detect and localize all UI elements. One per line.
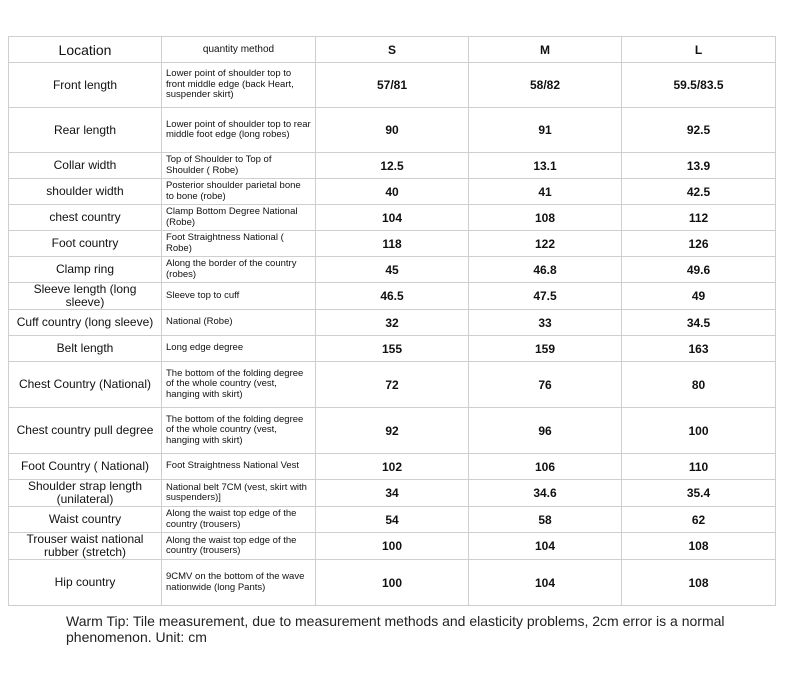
row-method: Clamp Bottom Degree National (Robe) <box>162 205 316 231</box>
row-method: Along the waist top edge of the country (trousers) <box>162 533 316 560</box>
row-location: Belt length <box>9 336 162 362</box>
row-value-m: 104 <box>469 560 622 606</box>
header-size-l: L <box>622 37 776 63</box>
row-value-s: 54 <box>316 507 469 533</box>
row-value-s: 40 <box>316 179 469 205</box>
size-chart-table <box>8 36 776 606</box>
row-value-s: 92 <box>316 408 469 454</box>
row-value-l: 13.9 <box>622 153 776 179</box>
table-row <box>9 231 776 257</box>
table-row <box>9 533 776 560</box>
row-value-m: 58/82 <box>469 63 622 108</box>
row-value-m: 104 <box>469 533 622 560</box>
row-location: Front length <box>9 63 162 108</box>
row-value-l: 126 <box>622 231 776 257</box>
row-value-s: 118 <box>316 231 469 257</box>
header-size-s: S <box>316 37 469 63</box>
row-value-l: 42.5 <box>622 179 776 205</box>
row-value-s: 155 <box>316 336 469 362</box>
row-value-s: 104 <box>316 205 469 231</box>
row-location: Waist country <box>9 507 162 533</box>
table-row <box>9 257 776 283</box>
table-row <box>9 205 776 231</box>
row-value-l: 49 <box>622 283 776 310</box>
row-method: Lower point of shoulder top to front middle edge (back Heart, suspender skirt) <box>162 63 316 108</box>
row-value-l: 110 <box>622 454 776 480</box>
table-row <box>9 310 776 336</box>
row-value-l: 59.5/83.5 <box>622 63 776 108</box>
table-row <box>9 480 776 507</box>
row-value-m: 91 <box>469 108 622 153</box>
row-value-l: 92.5 <box>622 108 776 153</box>
row-value-s: 102 <box>316 454 469 480</box>
row-location: Rear length <box>9 108 162 153</box>
table-row <box>9 108 776 153</box>
row-value-m: 41 <box>469 179 622 205</box>
table-header-row <box>9 37 776 63</box>
row-value-m: 13.1 <box>469 153 622 179</box>
row-location: Clamp ring <box>9 257 162 283</box>
row-method: The bottom of the folding degree of the whole country (vest, hanging with skirt) <box>162 362 316 408</box>
row-value-s: 100 <box>316 560 469 606</box>
row-value-s: 32 <box>316 310 469 336</box>
table-row <box>9 454 776 480</box>
row-location: Foot country <box>9 231 162 257</box>
row-value-l: 80 <box>622 362 776 408</box>
table-row <box>9 153 776 179</box>
row-value-l: 108 <box>622 560 776 606</box>
row-value-s: 57/81 <box>316 63 469 108</box>
table-row <box>9 507 776 533</box>
table-row <box>9 179 776 205</box>
table-row <box>9 283 776 310</box>
row-value-m: 46.8 <box>469 257 622 283</box>
row-value-m: 47.5 <box>469 283 622 310</box>
row-location: Chest Country (National) <box>9 362 162 408</box>
row-method: Along the waist top edge of the country (trousers) <box>162 507 316 533</box>
row-method: Long edge degree <box>162 336 316 362</box>
row-location: shoulder width <box>9 179 162 205</box>
row-method: National belt 7CM (vest, skirt with suspenders)] <box>162 480 316 507</box>
row-method: Top of Shoulder to Top of Shoulder ( Robe) <box>162 153 316 179</box>
row-location: Shoulder strap length (unilateral) <box>9 480 162 507</box>
table-row <box>9 560 776 606</box>
row-value-s: 100 <box>316 533 469 560</box>
row-method: Foot Straightness National Vest <box>162 454 316 480</box>
row-location: chest country <box>9 205 162 231</box>
row-value-l: 62 <box>622 507 776 533</box>
row-value-s: 46.5 <box>316 283 469 310</box>
row-value-s: 90 <box>316 108 469 153</box>
row-method: National (Robe) <box>162 310 316 336</box>
row-method: Lower point of shoulder top to rear middle foot edge (long robes) <box>162 108 316 153</box>
row-value-m: 96 <box>469 408 622 454</box>
row-method: Foot Straightness National ( Robe) <box>162 231 316 257</box>
row-value-s: 34 <box>316 480 469 507</box>
row-method: Sleeve top to cuff <box>162 283 316 310</box>
row-value-l: 49.6 <box>622 257 776 283</box>
row-method: 9CMV on the bottom of the wave nationwide (long Pants) <box>162 560 316 606</box>
row-value-m: 122 <box>469 231 622 257</box>
row-value-l: 108 <box>622 533 776 560</box>
row-method: The bottom of the folding degree of the whole country (vest, hanging with skirt) <box>162 408 316 454</box>
row-value-l: 34.5 <box>622 310 776 336</box>
table-row <box>9 408 776 454</box>
row-location: Cuff country (long sleeve) <box>9 310 162 336</box>
row-value-m: 33 <box>469 310 622 336</box>
warm-tip-note: Warm Tip: Tile measurement, due to measurement methods and elasticity problems, 2cm error is a normal phenomenon. Unit: cm <box>66 613 725 645</box>
row-location: Foot Country ( National) <box>9 454 162 480</box>
row-method: Posterior shoulder parietal bone to bone (robe) <box>162 179 316 205</box>
header-size-m: M <box>469 37 622 63</box>
row-location: Trouser waist national rubber (stretch) <box>9 533 162 560</box>
row-location: Chest country pull degree <box>9 408 162 454</box>
row-value-s: 12.5 <box>316 153 469 179</box>
row-method: Along the border of the country (robes) <box>162 257 316 283</box>
row-value-s: 72 <box>316 362 469 408</box>
row-value-m: 76 <box>469 362 622 408</box>
header-location: Location <box>9 37 162 63</box>
row-value-m: 58 <box>469 507 622 533</box>
row-value-l: 163 <box>622 336 776 362</box>
row-value-s: 45 <box>316 257 469 283</box>
row-value-m: 106 <box>469 454 622 480</box>
header-method: quantity method <box>162 37 316 63</box>
row-value-m: 34.6 <box>469 480 622 507</box>
table-row <box>9 362 776 408</box>
row-location: Sleeve length (long sleeve) <box>9 283 162 310</box>
row-value-m: 108 <box>469 205 622 231</box>
row-location: Hip country <box>9 560 162 606</box>
row-value-l: 112 <box>622 205 776 231</box>
table-row <box>9 63 776 108</box>
table-row <box>9 336 776 362</box>
row-value-l: 100 <box>622 408 776 454</box>
row-value-m: 159 <box>469 336 622 362</box>
row-value-l: 35.4 <box>622 480 776 507</box>
row-location: Collar width <box>9 153 162 179</box>
